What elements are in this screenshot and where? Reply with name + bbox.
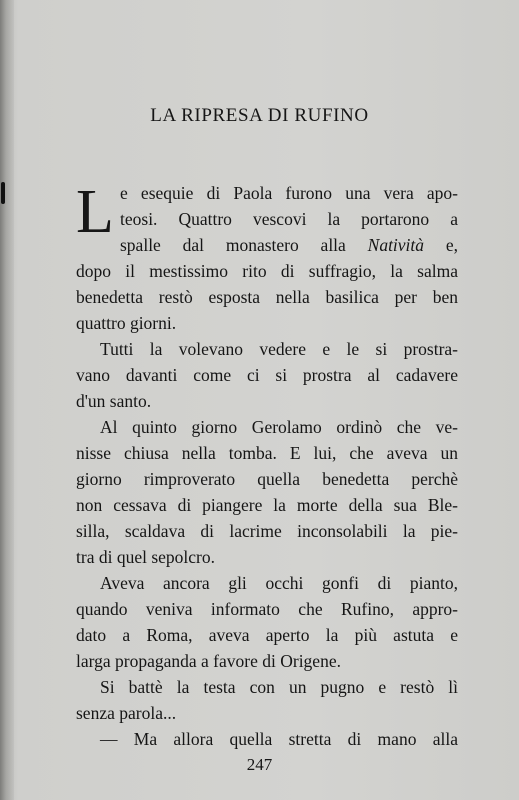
chapter-title: LA RIPRESA DI RUFINO <box>150 105 369 126</box>
text-line: d'un santo. <box>76 391 152 411</box>
text-segment: e, <box>424 235 458 255</box>
text-line: tra di quel sepolcro. <box>76 547 215 567</box>
text-line: quattro giorni. <box>76 313 177 333</box>
body-text <box>76 180 458 752</box>
drop-cap: L <box>76 178 114 246</box>
text-line: teosi. Quattro vescovi la portarono a <box>120 209 458 229</box>
text-line: larga propaganda a favore di Origene. <box>76 651 341 671</box>
text-line: dopo il mestissimo rito di suffragio, la salma <box>76 261 458 281</box>
binding-mark <box>1 182 5 204</box>
text-line: Si battè la testa con un pugno e restò lì <box>100 677 458 697</box>
text-line: senza parola... <box>76 703 177 723</box>
text-line: vano davanti come ci si prostra al cadavere <box>76 365 458 385</box>
italic-place-name: Natività <box>367 235 425 255</box>
text-line: non cessava di piangere la morte della sua Ble- <box>76 495 458 515</box>
text-line: dato a Roma, aveva aperto la più astuta e <box>76 625 458 645</box>
text-line: Aveva ancora gli occhi gonfi di pianto, <box>100 573 458 593</box>
text-line: — Ma allora quella stretta di mano alla <box>100 729 458 749</box>
text-line: quando veniva informato che Rufino, appro- <box>76 599 458 619</box>
text-line: nisse chiusa nella tomba. E lui, che aveva un <box>76 443 458 463</box>
text-line: giorno rimproverato quella benedetta perchè <box>76 469 458 489</box>
text-line: benedetta restò esposta nella basilica per ben <box>76 287 458 307</box>
text-segment: spalle dal monastero alla <box>120 235 368 255</box>
text-line: Tutti la volevano vedere e le si prostra- <box>100 339 458 359</box>
text-line: Al quinto giorno Gerolamo ordinò che ve- <box>100 417 458 437</box>
page-number: 247 <box>246 755 273 774</box>
text-line: e esequie di Paola furono una vera apo- <box>120 183 458 203</box>
text-line <box>76 232 458 258</box>
text-line: silla, scaldava di lacrime inconsolabili la pie- <box>76 521 458 541</box>
